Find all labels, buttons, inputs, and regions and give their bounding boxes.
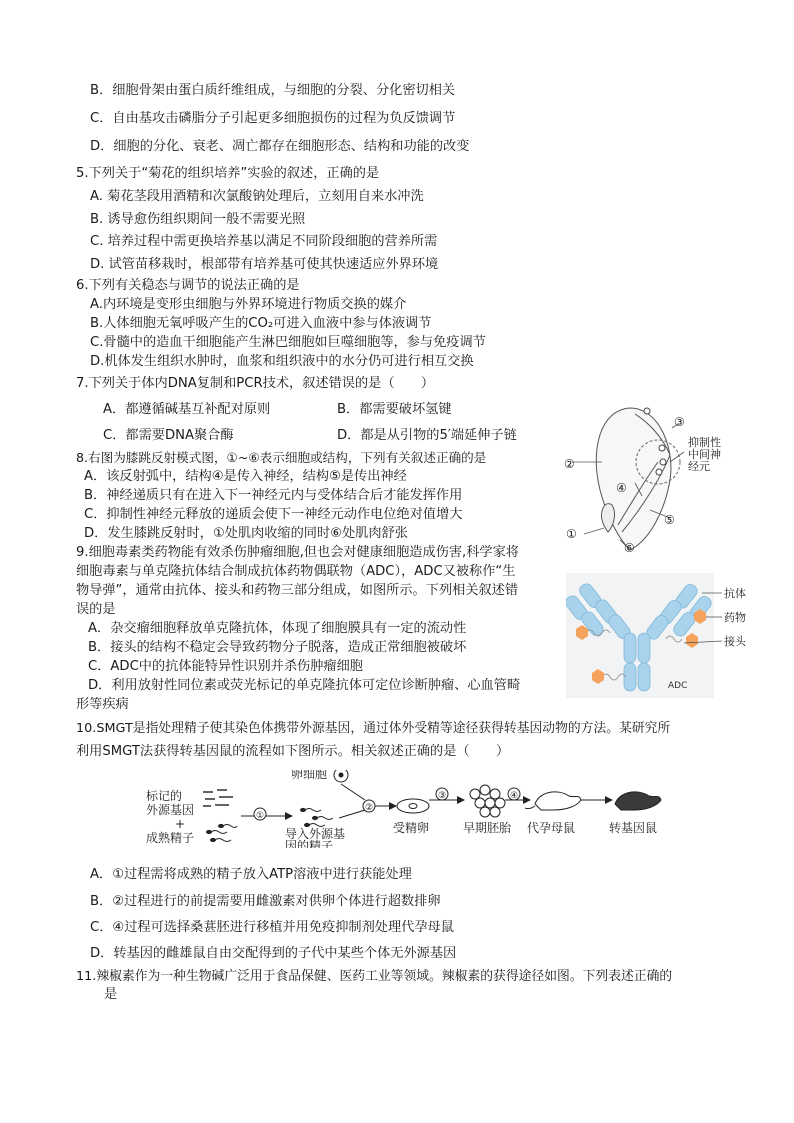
reflex-label-1: ① [566, 527, 577, 541]
q11-stem-1: 11.辣椒素作为一种生物碱广泛用于食品保健、医药工业等领域。辣椒素的获得途径如图。下列表述正确的 [76, 969, 673, 984]
smgt-sperm-gene-1: 导入外源基 [285, 827, 346, 841]
reflex-label-2: ② [564, 457, 575, 471]
q5-option-a: A. 菊花茎段用酒精和次氯酸钠处理后，立刻用自来水冲洗 [90, 189, 424, 204]
q9-option-b: B．接头的结构不稳定会导致药物分子脱落，造成正常细胞被破坏 [88, 640, 467, 655]
q9-option-d-cont: 形等疾病 [76, 697, 129, 712]
smgt-step-3: ③ [438, 791, 447, 801]
smgt-flow-drawing [143, 770, 663, 848]
q6-option-b: B.人体细胞无氧呼吸产生的CO₂可进入血液中参与体液调节 [90, 316, 432, 331]
q9-stem-2: 细胞毒素与单克隆抗体结合制成抗体药物偶联物（ADC），ADC又被称作“生 [76, 564, 516, 579]
inhibitory-label-2: 中间神 [688, 448, 721, 461]
q10-stem-1: 10.SMGT是指处理精子使其染色体携带外源基因，通过体外受精等途径获得转基因动物的方法。某研究所 [76, 721, 671, 736]
q9-option-c: C．ADC中的抗体能特异性识别并杀伤肿瘤细胞 [88, 659, 363, 674]
q10-option-c: C．④过程可选择桑葚胚进行移植并用免疫抑制剂处理代孕母鼠 [90, 920, 454, 935]
q5-option-c: C. 培养过程中需更换培养基以满足不同阶段细胞的营养所需 [90, 234, 438, 249]
q9-option-d: D．利用放射性同位素或荧光标记的单克隆抗体可定位诊断肿瘤、心血管畸 [88, 678, 521, 693]
adc-drawing [566, 573, 766, 698]
adc-figure [566, 573, 766, 698]
q8-stem: 8.右图为膝跳反射模式图，①~⑥表示细胞或结构，下列有关叙述正确的是 [76, 450, 487, 465]
smgt-labeled-gene-2: 外源基因 [146, 803, 195, 817]
q8-option-d: D．发生膝跳反射时，①处肌肉收缩的同时⑥处肌肉舒张 [84, 526, 408, 541]
smgt-step-2: ② [365, 803, 374, 813]
q7-option-a: A．都遵循碱基互补配对原则 [103, 402, 271, 417]
smgt-mature-sperm: 成熟精子 [146, 831, 195, 845]
smgt-egg-label: 卵细胞 [291, 770, 328, 781]
q5-stem: 5.下列关于“菊花的组织培养”实验的叙述，正确的是 [76, 166, 380, 181]
smgt-labeled-gene-1: 标记的 [146, 789, 183, 803]
q7-stem: 7.下列关于体内DNA复制和PCR技术，叙述错误的是（ ） [76, 376, 435, 391]
q8-option-c: C．抑制性神经元释放的递质会使下一神经元动作电位绝对值增大 [84, 507, 463, 522]
smgt-sperm-gene-2: 因的精子 [285, 839, 334, 848]
q10-option-a: A．①过程需将成熟的精子放入ATP溶液中进行获能处理 [90, 867, 412, 882]
q6-option-a: A.内环境是变形虫细胞与外界环境进行物质交换的媒介 [90, 297, 407, 312]
smgt-flow-figure [143, 770, 663, 848]
reflex-label-6: ⑥ [624, 541, 635, 555]
reflex-label-4: ④ [616, 481, 627, 495]
q7-option-d: D．都是从引物的5′端延伸子链 [337, 428, 517, 443]
adc-label-antibody: 抗体 [724, 587, 746, 600]
q10-stem-2: 利用SMGT法获得转基因鼠的流程如下图所示。相关叙述正确的是（ ） [76, 744, 510, 759]
smgt-step-1: ① [256, 811, 265, 821]
q11-stem-2: 是 [104, 987, 118, 1002]
smgt-surrogate: 代孕母鼠 [527, 821, 576, 835]
inhibitory-label-3: 经元 [688, 460, 710, 473]
q4-option-d: D．细胞的分化、衰老、凋亡都存在细胞形态、结构和功能的改变 [90, 139, 470, 154]
q9-stem-1: 9.细胞毒素类药物能有效杀伤肿瘤细胞,但也会对健康细胞造成伤害,科学家将 [76, 545, 519, 560]
q9-stem-3: 物导弹”，通常由抗体、接头和药物三部分组成，如图所示。下列相关叙述错 [76, 583, 519, 598]
reflex-label-5: ⑤ [664, 513, 675, 527]
q7-option-c: C．都需要DNA聚合酶 [103, 428, 234, 443]
q6-option-c: C.骨髓中的造血干细胞能产生淋巴细胞如巨噬细胞等，参与免疫调节 [90, 335, 486, 350]
adc-label-linker: 接头 [724, 635, 746, 648]
q10-option-b: B．②过程进行的前提需要用雌激素对供卵个体进行超数排卵 [90, 894, 441, 909]
smgt-step-4: ④ [510, 791, 519, 801]
q6-option-d: D.机体发生组织水肿时，血浆和组织液中的水分仍可进行相互交换 [90, 354, 474, 369]
q10-option-d: D．转基因的雌雄鼠自由交配得到的子代中某些个体无外源基因 [90, 946, 457, 961]
smgt-transgenic: 转基因鼠 [609, 821, 658, 835]
q5-option-d: D. 试管苗移栽时，根部带有培养基可使其快速适应外界环境 [90, 257, 439, 272]
q8-option-b: B．神经递质只有在进入下一神经元内与受体结合后才能发挥作用 [84, 488, 463, 503]
adc-caption: ADC [668, 681, 688, 691]
q9-option-a: A．杂交瘤细胞释放单克隆抗体，体现了细胞膜具有一定的流动性 [88, 621, 467, 636]
q6-stem: 6.下列有关稳态与调节的说法正确的是 [76, 278, 300, 293]
smgt-fertilized-egg: 受精卵 [393, 821, 430, 835]
q4-option-b: B．细胞骨架由蛋白质纤维组成，与细胞的分裂、分化密切相关 [90, 83, 456, 98]
smgt-plus: + [175, 817, 186, 831]
adc-label-drug: 药物 [724, 611, 746, 624]
q9-stem-4: 误的是 [76, 602, 116, 617]
reflex-label-3: ③ [674, 415, 685, 429]
reflex-arc-figure [560, 400, 740, 560]
q4-option-c: C．自由基攻击磷脂分子引起更多细胞损伤的过程为负反馈调节 [90, 111, 456, 126]
q7-option-b: B．都需要破坏氢键 [337, 402, 452, 417]
smgt-early-embryo: 早期胚胎 [463, 821, 512, 835]
q8-option-a: A．该反射弧中，结构④是传入神经，结构⑤是传出神经 [84, 469, 407, 484]
inhibitory-label-1: 抑制性 [688, 436, 721, 449]
q5-option-b: B. 诱导愈伤组织期间一般不需要光照 [90, 212, 306, 227]
reflex-arc-drawing [560, 400, 740, 560]
